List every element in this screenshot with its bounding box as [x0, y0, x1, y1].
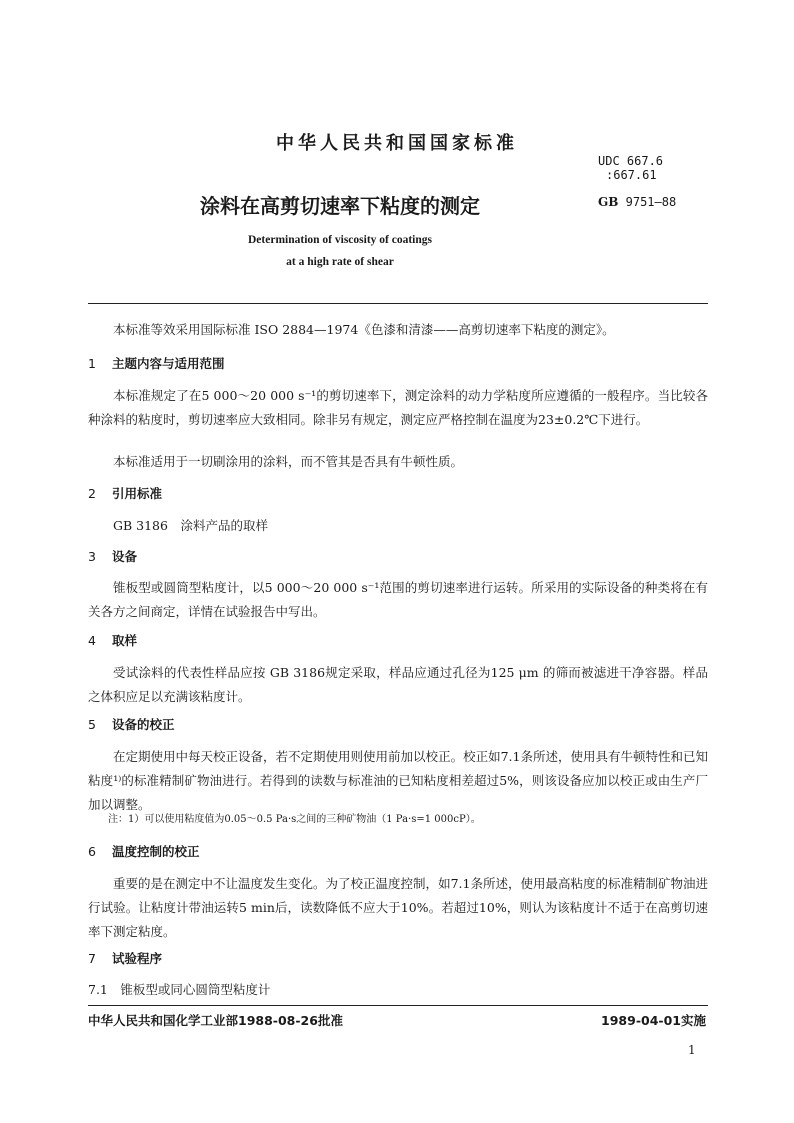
section-6-title: 温度控制的校正 — [112, 844, 200, 859]
section-1-paragraph-1: 本标准规定了在5 000～20 000 s⁻¹的剪切速率下，测定涂料的动力学粘度所应遵循的一般程序。当比较各种涂料的粘度时，剪切速率应大致相同。除非另有规定，测定应严格控制在温度为23±0.2℃下进行。 — [88, 388, 708, 427]
section-1-heading — [88, 352, 708, 376]
page-number: 1 — [688, 1043, 696, 1057]
section-1-title: 主题内容与适用范围 — [112, 356, 225, 371]
section-6-number: 6 — [88, 844, 96, 859]
section-5-paragraph: 在定期使用中每天校正设备，若不定期使用则使用前加以校正。校正如7.1条所述，使用具有牛顿特性和已知粘度¹⁾的标准精制矿物油进行。若得到的读数与标准油的已知粘度相差超过5%，则该设备应加以校正或由生产厂加以调整。 — [88, 749, 708, 812]
section-3-paragraph: 锥板型或圆筒型粘度计，以5 000～20 000 s⁻¹范围的剪切速率进行运转。所采用的实际设备的种类将在有关各方之间商定，详情在试验报告中写出。 — [88, 580, 708, 619]
english-title-line-1: Determination of viscosity of coatings — [248, 234, 432, 246]
section-2-heading — [88, 482, 708, 506]
section-7-number: 7 — [88, 951, 96, 966]
section-2-number: 2 — [88, 486, 96, 501]
udc-code — [598, 154, 663, 182]
section-4-paragraph: 受试涂料的代表性样品应按 GB 3186规定采取，样品应通过孔径为125 μm 的筛而被滤进干净容器。样品之体积应足以充满该粘度计。 — [88, 665, 708, 704]
section-5-footnote: 注：1）可以使用粘度值为0.05～0.5 Pa·s之间的三种矿物油（1 Pa·s=1 000cP）。 — [108, 814, 481, 825]
section-1-number: 1 — [88, 356, 96, 371]
section-5-number: 5 — [88, 717, 96, 732]
english-title-line-2: at a high rate of shear — [286, 256, 394, 268]
gb-number — [598, 195, 676, 209]
section-5-heading — [88, 713, 708, 737]
subsection-7-1: 7.1 锥板型或同心圆筒型粘度计 — [88, 982, 271, 997]
udc-line-1: UDC 667.6 — [598, 154, 664, 168]
section-5-title: 设备的校正 — [112, 717, 175, 732]
gb-number-value: 9751—88 — [625, 195, 677, 209]
section-4-heading — [88, 629, 708, 653]
udc-line-2: :667.61 — [606, 168, 657, 182]
document-title: 涂料在高剪切速率下粘度的测定 — [200, 194, 480, 218]
section-7-heading — [88, 947, 708, 971]
section-4-title: 取样 — [112, 633, 138, 648]
gb-prefix: GB — [598, 195, 619, 209]
section-3-heading — [88, 545, 708, 569]
approval-line: 中华人民共和国化学工业部1988-08-26批准 — [88, 1013, 343, 1028]
effective-date: 1989-04-01实施 — [601, 1013, 706, 1028]
section-1-paragraph-2: 本标准适用于一切刷涂用的涂料，而不管其是否具有牛顿性质。 — [113, 454, 464, 469]
section-2-paragraph: GB 3186 涂料产品的取样 — [113, 518, 268, 533]
national-standard-heading: 中华人民共和国国家标准 — [276, 133, 518, 154]
intro-paragraph: 本标准等效采用国际标准 ISO 2884—1974《色漆和清漆——高剪切速率下粘度的测定》。 — [113, 322, 615, 337]
footer-divider — [88, 1005, 708, 1006]
section-3-number: 3 — [88, 549, 96, 564]
section-3-title: 设备 — [112, 549, 138, 564]
section-6-heading — [88, 840, 708, 864]
section-6-paragraph: 重要的是在测定中不让温度发生变化。为了校正温度控制，如7.1条所述，使用最高粘度的标准精制矿物油进行试验。让粘度计带油运转5 min后，读数降低不应大于10%。若超过10%，则认为该粘度计不适于在高剪切速率下测定粘度。 — [88, 876, 708, 939]
header-divider — [88, 303, 708, 304]
section-2-title: 引用标准 — [112, 486, 163, 501]
section-7-title: 试验程序 — [112, 951, 163, 966]
section-4-number: 4 — [88, 633, 96, 648]
